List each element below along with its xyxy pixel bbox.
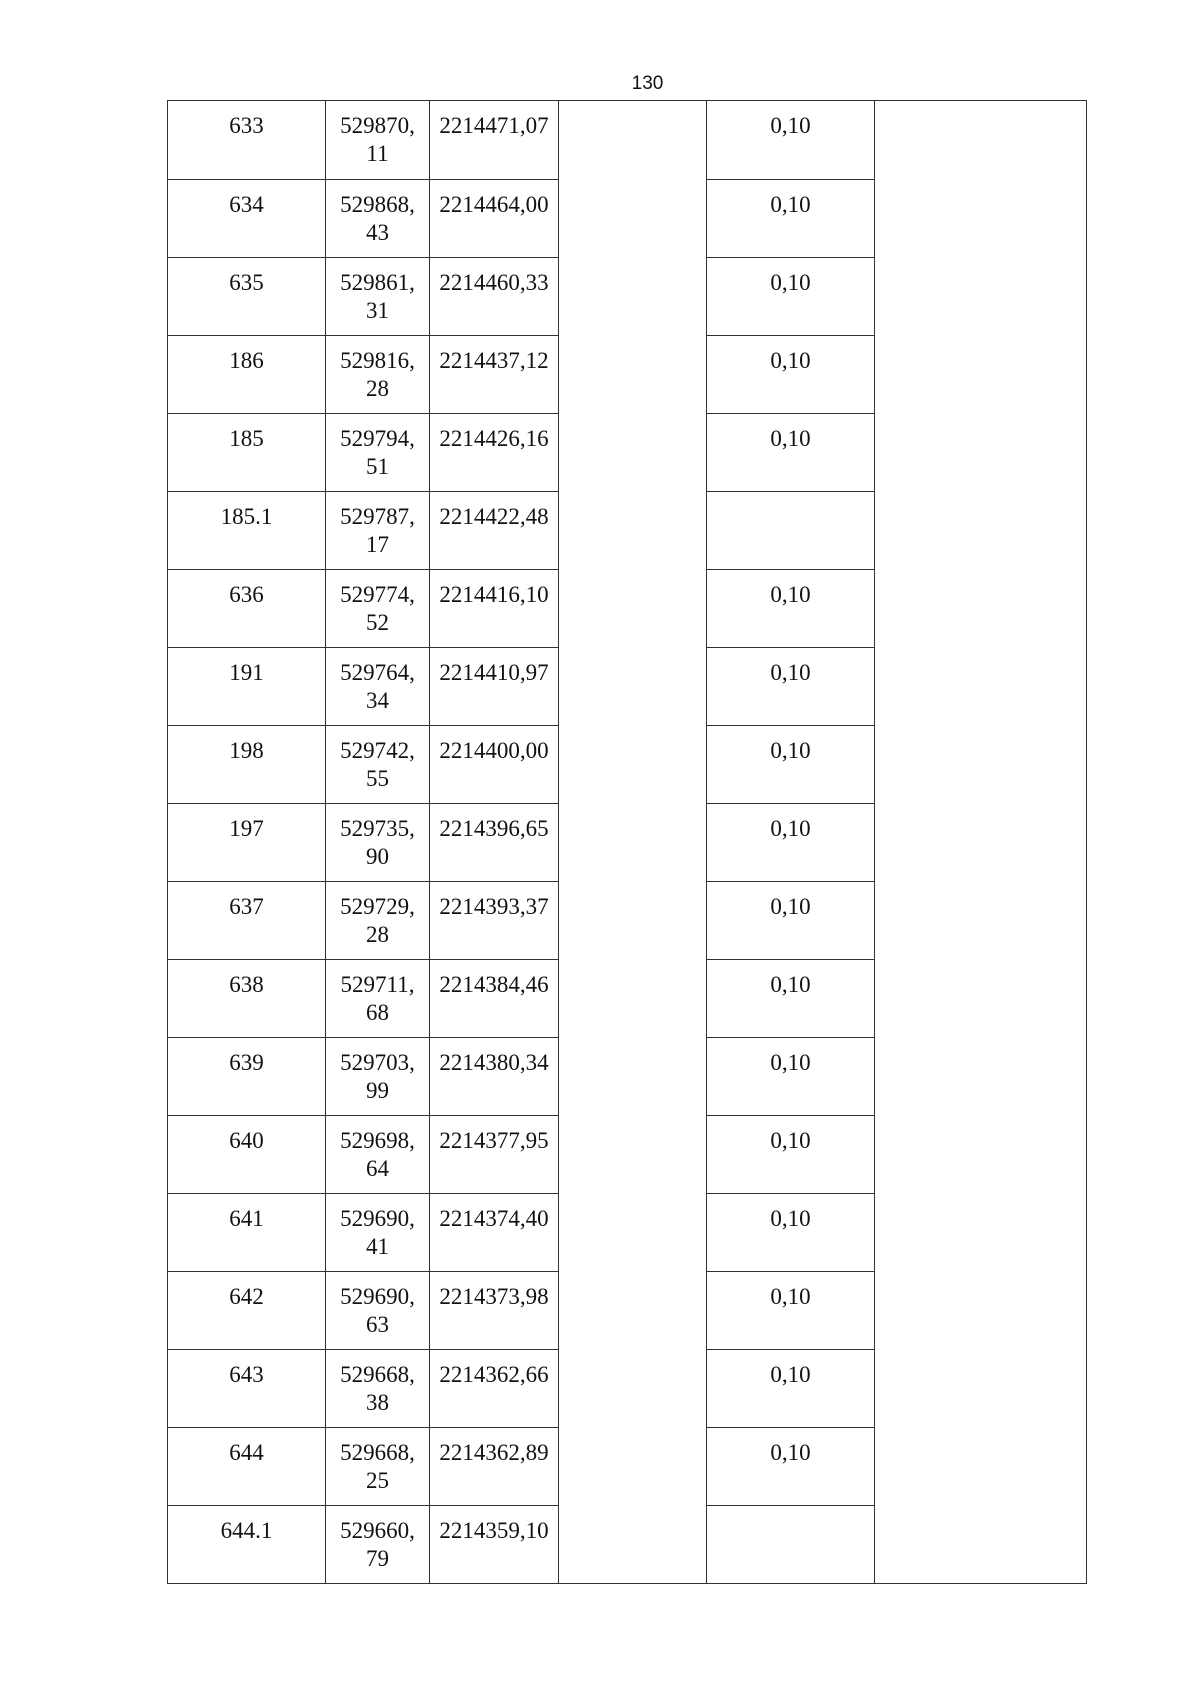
x-coordinate-cell [326, 1427, 430, 1505]
x-coordinate-fraction: 79 [366, 1545, 389, 1571]
x-coordinate-integer: 529868, [340, 191, 415, 217]
empty-cell [559, 413, 707, 491]
page-number: 130 [631, 73, 664, 94]
table-row [168, 1193, 1087, 1271]
y-coordinate-cell: 2214422,48 [430, 491, 559, 569]
accuracy-value-cell: 0,10 [707, 959, 875, 1037]
table-row [168, 179, 1087, 257]
notes-cell [875, 725, 1087, 803]
notes-cell [875, 1037, 1087, 1115]
table-row [168, 1037, 1087, 1115]
x-coordinate-fraction: 68 [366, 999, 389, 1025]
x-coordinate-cell [326, 959, 430, 1037]
table-row [168, 881, 1087, 959]
notes-cell [875, 647, 1087, 725]
y-coordinate-cell: 2214373,98 [430, 1271, 559, 1349]
empty-cell [559, 491, 707, 569]
accuracy-value-cell: 0,10 [707, 1037, 875, 1115]
x-coordinate-integer: 529861, [340, 269, 415, 295]
point-number-cell: 198 [168, 725, 326, 803]
table-row [168, 803, 1087, 881]
accuracy-value-cell: 0,10 [707, 257, 875, 335]
notes-cell [875, 1115, 1087, 1193]
point-number-cell: 185.1 [168, 491, 326, 569]
empty-cell [559, 1193, 707, 1271]
notes-cell [875, 1427, 1087, 1505]
accuracy-value-cell: 0,10 [707, 725, 875, 803]
empty-cell [559, 1349, 707, 1427]
table-row [168, 1349, 1087, 1427]
accuracy-value-cell: 0,10 [707, 1427, 875, 1505]
point-number-cell: 644 [168, 1427, 326, 1505]
y-coordinate-cell: 2214416,10 [430, 569, 559, 647]
empty-cell [559, 803, 707, 881]
point-number-cell: 637 [168, 881, 326, 959]
point-number-cell: 639 [168, 1037, 326, 1115]
notes-cell [875, 257, 1087, 335]
x-coordinate-fraction: 28 [366, 921, 389, 947]
notes-cell [875, 803, 1087, 881]
y-coordinate-cell: 2214464,00 [430, 179, 559, 257]
empty-cell [559, 725, 707, 803]
x-coordinate-cell [326, 725, 430, 803]
x-coordinate-integer: 529690, [340, 1205, 415, 1231]
y-coordinate-cell: 2214437,12 [430, 335, 559, 413]
table-row [168, 569, 1087, 647]
accuracy-value-cell: 0,10 [707, 179, 875, 257]
accuracy-value-cell: 0,10 [707, 1349, 875, 1427]
table-row [168, 1115, 1087, 1193]
x-coordinate-integer: 529787, [340, 503, 415, 529]
x-coordinate-integer: 529735, [340, 815, 415, 841]
x-coordinate-cell [326, 647, 430, 725]
x-coordinate-cell [326, 1193, 430, 1271]
x-coordinate-cell [326, 881, 430, 959]
accuracy-value-cell: 0,10 [707, 647, 875, 725]
empty-cell [559, 1115, 707, 1193]
y-coordinate-cell: 2214359,10 [430, 1505, 559, 1584]
x-coordinate-integer: 529690, [340, 1283, 415, 1309]
y-coordinate-cell: 2214362,66 [430, 1349, 559, 1427]
table-row [168, 647, 1087, 725]
coordinates-table-body [168, 101, 1087, 1584]
y-coordinate-cell: 2214393,37 [430, 881, 559, 959]
accuracy-value-cell: 0,10 [707, 1115, 875, 1193]
notes-cell [875, 335, 1087, 413]
notes-cell [875, 491, 1087, 569]
x-coordinate-cell [326, 413, 430, 491]
table-row [168, 959, 1087, 1037]
point-number-cell: 643 [168, 1349, 326, 1427]
x-coordinate-integer: 529660, [340, 1517, 415, 1543]
y-coordinate-cell: 2214460,33 [430, 257, 559, 335]
x-coordinate-cell [326, 335, 430, 413]
notes-cell [875, 569, 1087, 647]
table-row [168, 491, 1087, 569]
x-coordinate-integer: 529668, [340, 1439, 415, 1465]
x-coordinate-fraction: 99 [366, 1077, 389, 1103]
point-number-cell: 636 [168, 569, 326, 647]
notes-cell [875, 101, 1087, 180]
empty-cell [559, 335, 707, 413]
x-coordinate-fraction: 43 [366, 219, 389, 245]
y-coordinate-cell: 2214400,00 [430, 725, 559, 803]
accuracy-value-cell: 0,10 [707, 101, 875, 180]
x-coordinate-integer: 529764, [340, 659, 415, 685]
accuracy-value-cell [707, 1505, 875, 1584]
accuracy-value-cell: 0,10 [707, 1271, 875, 1349]
empty-cell [559, 881, 707, 959]
x-coordinate-fraction: 52 [366, 609, 389, 635]
x-coordinate-cell [326, 101, 430, 180]
y-coordinate-cell: 2214426,16 [430, 413, 559, 491]
point-number-cell: 191 [168, 647, 326, 725]
x-coordinate-fraction: 25 [366, 1467, 389, 1493]
empty-cell [559, 1271, 707, 1349]
notes-cell [875, 959, 1087, 1037]
x-coordinate-fraction: 34 [366, 687, 389, 713]
empty-cell [559, 179, 707, 257]
table-row [168, 101, 1087, 180]
accuracy-value-cell: 0,10 [707, 1193, 875, 1271]
x-coordinate-cell [326, 569, 430, 647]
x-coordinate-fraction: 64 [366, 1155, 389, 1181]
x-coordinate-fraction: 17 [366, 531, 389, 557]
accuracy-value-cell [707, 491, 875, 569]
x-coordinate-fraction: 90 [366, 843, 389, 869]
x-coordinate-integer: 529698, [340, 1127, 415, 1153]
empty-cell [559, 1505, 707, 1584]
point-number-cell: 644.1 [168, 1505, 326, 1584]
y-coordinate-cell: 2214377,95 [430, 1115, 559, 1193]
x-coordinate-fraction: 51 [366, 453, 389, 479]
empty-cell [559, 1427, 707, 1505]
x-coordinate-fraction: 55 [366, 765, 389, 791]
x-coordinate-integer: 529870, [340, 113, 415, 138]
x-coordinate-fraction: 41 [366, 1233, 389, 1259]
point-number-cell: 633 [168, 101, 326, 180]
table-row [168, 413, 1087, 491]
y-coordinate-cell: 2214396,65 [430, 803, 559, 881]
accuracy-value-cell: 0,10 [707, 413, 875, 491]
y-coordinate-cell: 2214410,97 [430, 647, 559, 725]
point-number-cell: 635 [168, 257, 326, 335]
x-coordinate-integer: 529774, [340, 581, 415, 607]
empty-cell [559, 569, 707, 647]
x-coordinate-integer: 529816, [340, 347, 415, 373]
coordinates-table [167, 100, 1087, 1584]
point-number-cell: 641 [168, 1193, 326, 1271]
notes-cell [875, 179, 1087, 257]
x-coordinate-cell [326, 1271, 430, 1349]
accuracy-value-cell: 0,10 [707, 881, 875, 959]
point-number-cell: 640 [168, 1115, 326, 1193]
x-coordinate-cell [326, 179, 430, 257]
y-coordinate-cell: 2214374,40 [430, 1193, 559, 1271]
y-coordinate-cell: 2214471,07 [430, 101, 559, 180]
point-number-cell: 634 [168, 179, 326, 257]
point-number-cell: 197 [168, 803, 326, 881]
point-number-cell: 642 [168, 1271, 326, 1349]
table-row [168, 1271, 1087, 1349]
accuracy-value-cell: 0,10 [707, 569, 875, 647]
table-row [168, 1427, 1087, 1505]
x-coordinate-fraction: 63 [366, 1311, 389, 1337]
empty-cell [559, 101, 707, 180]
notes-cell [875, 413, 1087, 491]
x-coordinate-cell [326, 1037, 430, 1115]
x-coordinate-integer: 529668, [340, 1361, 415, 1387]
y-coordinate-cell: 2214384,46 [430, 959, 559, 1037]
x-coordinate-cell [326, 1505, 430, 1584]
x-coordinate-integer: 529703, [340, 1049, 415, 1075]
empty-cell [559, 257, 707, 335]
x-coordinate-fraction: 11 [366, 141, 389, 166]
notes-cell [875, 1349, 1087, 1427]
table-row [168, 1505, 1087, 1584]
x-coordinate-integer: 529742, [340, 737, 415, 763]
table-row [168, 335, 1087, 413]
accuracy-value-cell: 0,10 [707, 335, 875, 413]
notes-cell [875, 1505, 1087, 1584]
x-coordinate-integer: 529794, [340, 425, 415, 451]
x-coordinate-cell [326, 1115, 430, 1193]
x-coordinate-cell [326, 491, 430, 569]
x-coordinate-cell [326, 1349, 430, 1427]
point-number-cell: 638 [168, 959, 326, 1037]
point-number-cell: 186 [168, 335, 326, 413]
point-number-cell: 185 [168, 413, 326, 491]
notes-cell [875, 1193, 1087, 1271]
x-coordinate-integer: 529729, [340, 893, 415, 919]
notes-cell [875, 1271, 1087, 1349]
empty-cell [559, 647, 707, 725]
empty-cell [559, 959, 707, 1037]
x-coordinate-fraction: 28 [366, 375, 389, 401]
x-coordinate-cell [326, 803, 430, 881]
table-row [168, 257, 1087, 335]
table-row [168, 725, 1087, 803]
x-coordinate-cell [326, 257, 430, 335]
x-coordinate-fraction: 31 [366, 297, 389, 323]
x-coordinate-fraction: 38 [366, 1389, 389, 1415]
empty-cell [559, 1037, 707, 1115]
y-coordinate-cell: 2214380,34 [430, 1037, 559, 1115]
notes-cell [875, 881, 1087, 959]
y-coordinate-cell: 2214362,89 [430, 1427, 559, 1505]
x-coordinate-integer: 529711, [340, 971, 415, 997]
accuracy-value-cell: 0,10 [707, 803, 875, 881]
